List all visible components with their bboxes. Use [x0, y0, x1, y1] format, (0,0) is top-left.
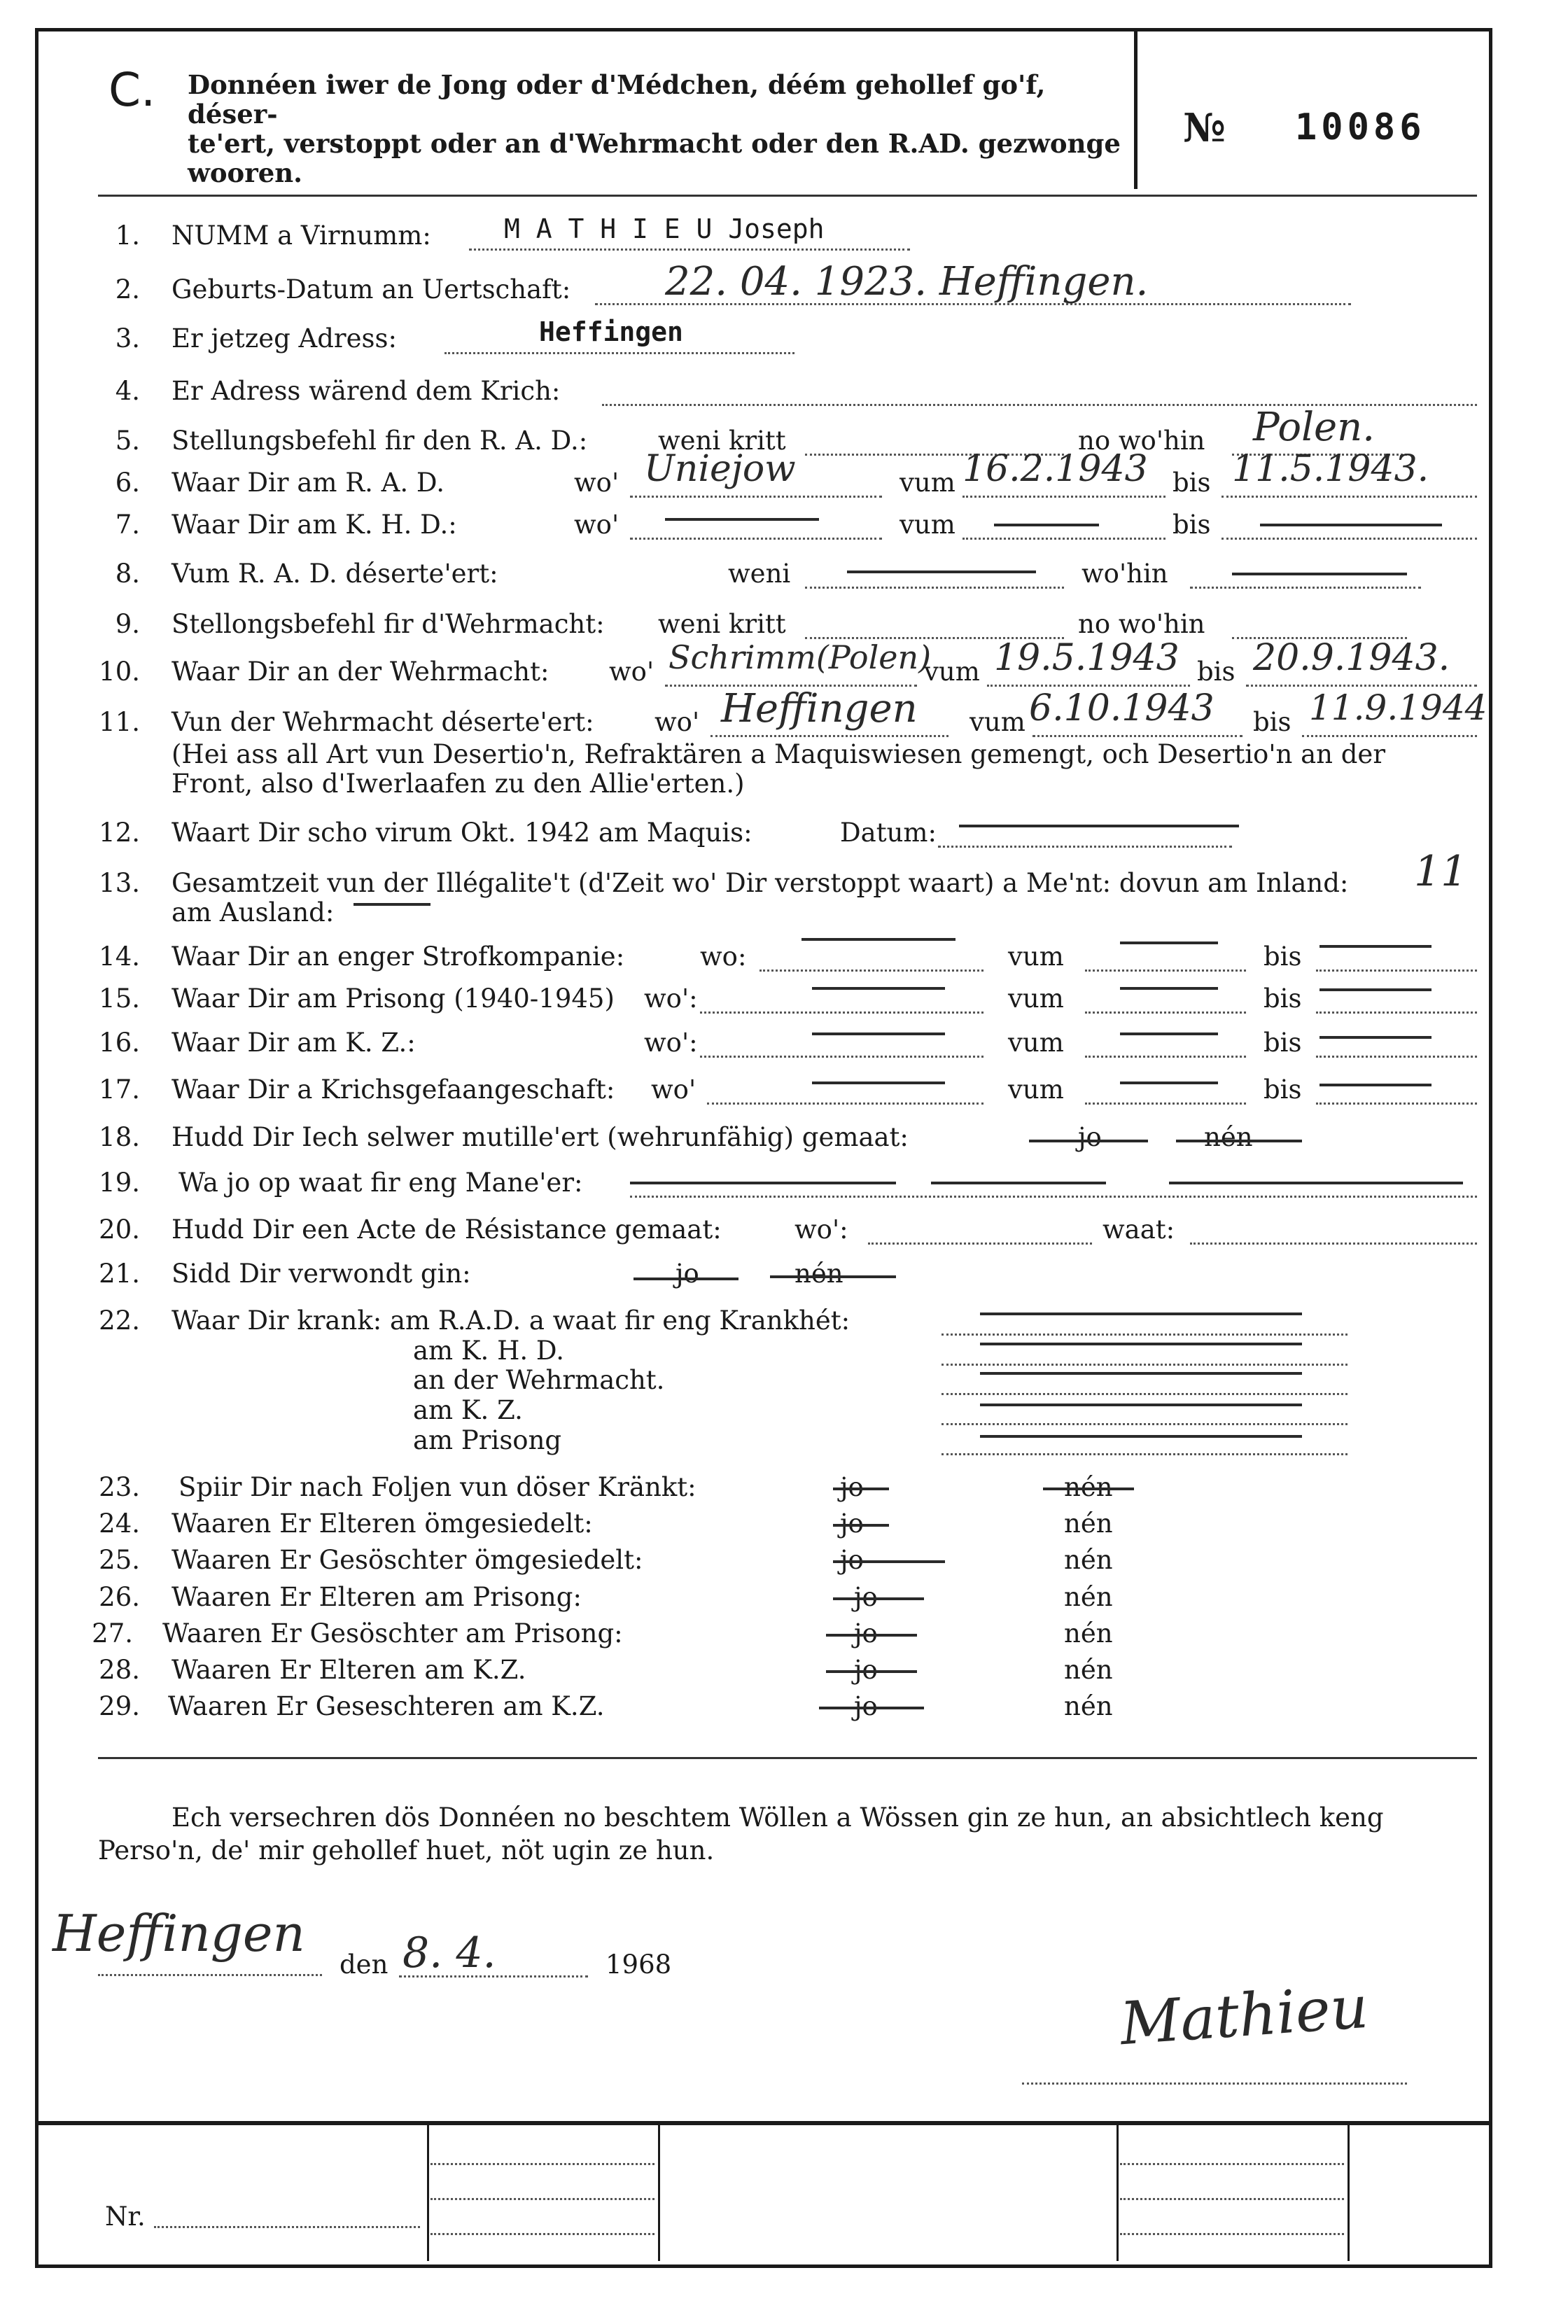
pow-to-strike [1320, 1084, 1432, 1086]
siblings-kz-yes: jo [854, 1691, 878, 1721]
wehrmacht-order-label: Stellongsbefehl fir d'Wehrmacht: [172, 609, 605, 639]
row-number: 12. [99, 818, 140, 848]
row-number: 5. [115, 426, 140, 456]
punishment-to-label: bis [1264, 941, 1302, 972]
wehrmacht-where-label: wo' [609, 657, 654, 687]
rad-order-label: Stellungsbefehl fir den R. A. D.: [172, 426, 588, 456]
signing-date-dots [399, 1975, 588, 1977]
siblings-kz-label: Waaren Er Geseschteren am K.Z. [168, 1691, 605, 1721]
footer-table [38, 2121, 1489, 2261]
siblings-kz-no: nén [1064, 1691, 1113, 1721]
wehrmacht-order-where-label: no wo'hin [1078, 609, 1205, 639]
row-number: 26. [99, 1582, 140, 1612]
rad-where-dots [630, 496, 882, 498]
illegality-label: Gesamtzeit vun der Illégalite't (d'Zeit wo' Dir verstoppt waart) a Me'nt: dovun am Inland: [172, 868, 1349, 898]
resistance-what-label: waat: [1102, 1214, 1175, 1245]
illness-wehrmacht-label: an der Wehrmacht. [413, 1365, 665, 1395]
signing-place: Heffingen [52, 1904, 305, 1963]
signing-year: 1968 [606, 1949, 672, 1980]
kz-where-strike [812, 1032, 945, 1035]
footer-dots [430, 2163, 654, 2165]
parents-kz-no: nén [1064, 1655, 1113, 1685]
mutilation-label: Hudd Dir Iech selwer mutille'ert (wehrunfähig) gemaat: [172, 1122, 909, 1152]
desertion-from-value: 6.10.1943 [1029, 687, 1214, 729]
row-number: 8. [115, 559, 140, 589]
illness-strike [980, 1312, 1302, 1315]
desertion-where-label: wo' [654, 707, 700, 737]
name-dots [469, 248, 910, 251]
wounded-yes-strike [634, 1278, 738, 1280]
illness-wehrmacht-dots [941, 1393, 1348, 1395]
rad-desert-label: Vum R. A. D. déserte'ert: [172, 559, 498, 589]
illegality-abroad-label: am Ausland: [172, 897, 335, 927]
parents-prison-no: nén [1064, 1582, 1113, 1612]
punishment-where-dots [760, 969, 983, 972]
section-rule [98, 1757, 1477, 1759]
mutilation-how-dots [630, 1196, 1477, 1198]
wounded-no-strike [770, 1275, 896, 1278]
maquis-date-dots [938, 846, 1232, 848]
pow-label: Waar Dir a Krichsgefaangeschaft: [172, 1074, 615, 1105]
footer-top-rule [38, 2121, 1489, 2125]
row-number: 7. [115, 510, 140, 540]
kz-label: Waar Dir am K. Z.: [172, 1028, 416, 1058]
illness-khd-label: am K. H. D. [413, 1336, 564, 1366]
footer-dots [1120, 2233, 1344, 2235]
illegality-inland-value: 11 [1414, 847, 1468, 896]
prison-to-strike [1320, 988, 1432, 991]
header-divider [1134, 28, 1138, 189]
mutilation-yes: jo [1078, 1122, 1102, 1152]
wehrmacht-order-when-label: weni kritt [658, 609, 786, 639]
rad-order-where-label: no wo'hin [1078, 426, 1205, 456]
wehrmacht-from-value: 19.5.1943 [994, 637, 1180, 679]
desertion-from-label: vum [969, 707, 1026, 737]
footer-col-divider [658, 2121, 660, 2261]
parents-prison-yes-strike [833, 1597, 924, 1600]
row-number: 14. [99, 941, 140, 972]
footer-nr-label: Nr. [105, 2202, 146, 2232]
resistance-where-dots [868, 1242, 1092, 1245]
desertion-note: (Hei ass all Art vun Desertio'n, Refraktären a Maquiswiesen gemengt, och Desertio'n an der [172, 739, 1386, 769]
khd-where-dots [630, 538, 882, 540]
prison-to-dots [1316, 1011, 1477, 1014]
row-number: 13. [99, 868, 140, 898]
row-number: 18. [99, 1122, 140, 1152]
parents-kz-label: Waaren Er Elteren am K.Z. [172, 1655, 526, 1685]
illness-prison-dots [941, 1453, 1348, 1455]
parents-resettled-yes: jo [840, 1508, 864, 1539]
signature-dots [1022, 2082, 1407, 2085]
desertion-to-label: bis [1253, 707, 1292, 737]
date-den-label: den [340, 1949, 388, 1980]
prison-from-strike [1120, 987, 1218, 990]
row-number: 22. [99, 1306, 140, 1336]
declaration-line: Perso'n, de' mir gehollef huet, nöt ugin ze hun. [98, 1835, 715, 1865]
footer-col-divider [1116, 2121, 1119, 2261]
desertion-where-value: Heffingen [721, 686, 918, 732]
khd-from-strike [994, 524, 1099, 526]
mutilation-how-label: Wa jo op waat fir eng Mane'er: [178, 1168, 583, 1198]
rad-desert-when-strike [847, 570, 1036, 573]
footer-dots [430, 2198, 654, 2200]
illness-kz-label: am K. Z. [413, 1395, 523, 1425]
name-label: NUMM a Virnumm: [172, 220, 431, 251]
aftereffects-no-strike [1043, 1488, 1134, 1490]
prison-where-strike [812, 987, 945, 990]
siblings-prison-no: nén [1064, 1618, 1113, 1648]
row-number: 6. [115, 468, 140, 498]
wounded-label: Sidd Dir verwondt gin: [172, 1259, 471, 1289]
prison-to-label: bis [1264, 983, 1302, 1014]
resistance-label: Hudd Dir een Acte de Résistance gemaat: [172, 1214, 722, 1245]
row-number: 10. [99, 657, 140, 687]
illness-prison-strike [980, 1435, 1302, 1438]
maquis-date-strike [959, 825, 1239, 827]
rad-from-label: vum [899, 468, 955, 498]
kz-where-dots [700, 1056, 983, 1058]
siblings-prison-label: Waaren Er Gesöschter am Prisong: [162, 1618, 623, 1648]
header-title [188, 70, 1126, 188]
footer-col-divider [1348, 2121, 1350, 2261]
row-number: 25. [99, 1545, 140, 1575]
row-number: 2. [115, 274, 140, 304]
parents-resettled-label: Waaren Er Elteren ömgesiedelt: [172, 1508, 593, 1539]
pow-from-label: vum [1008, 1074, 1064, 1105]
illness-khd-strike [980, 1343, 1302, 1345]
aftereffects-yes: jo [840, 1472, 864, 1502]
row-number: 1. [115, 220, 140, 251]
punishment-from-dots [1085, 969, 1246, 972]
rad-desert-where-strike [1232, 573, 1407, 575]
illness-prison-label: am Prisong [413, 1425, 562, 1455]
khd-label: Waar Dir am K. H. D.: [172, 510, 457, 540]
illness-kz-dots [941, 1423, 1348, 1425]
parents-kz-yes: jo [854, 1655, 878, 1685]
desertion-to-dots [1302, 735, 1477, 737]
address-dots [444, 352, 794, 354]
wehrmacht-to-label: bis [1197, 657, 1236, 687]
pow-where-label: wo' [651, 1074, 696, 1105]
siblings-kz-yes-strike [819, 1707, 924, 1709]
prison-where-label: wo': [644, 983, 698, 1014]
header-rule [98, 195, 1477, 197]
rad-desert-when-label: weni [728, 559, 791, 589]
rad-desert-where-label: wo'hin [1082, 559, 1168, 589]
siblings-resettled-yes: jo [840, 1545, 864, 1575]
header-title-line: te'ert, verstoppt oder an d'Wehrmacht oder den R.AD. gezwonge [188, 128, 1121, 159]
prison-from-dots [1085, 1011, 1246, 1014]
kz-from-label: vum [1008, 1028, 1064, 1058]
illness-dots [941, 1334, 1348, 1336]
wehrmacht-from-dots [987, 685, 1190, 687]
desertion-label: Vun der Wehrmacht déserte'ert: [172, 707, 594, 737]
illegality-abroad-strike [354, 903, 430, 906]
resistance-where-label: wo': [794, 1214, 848, 1245]
footer-nr-dots [154, 2226, 420, 2228]
maquis-date-label: Datum: [840, 818, 937, 848]
rad-where-label: wo' [574, 468, 620, 498]
footer-dots [1120, 2198, 1344, 2200]
punishment-where-strike [802, 938, 955, 941]
pow-to-label: bis [1264, 1074, 1302, 1105]
pow-where-strike [812, 1082, 945, 1084]
war-address-label: Er Adress wärend dem Krich: [172, 376, 561, 406]
prison-where-dots [700, 1011, 983, 1014]
punishment-from-label: vum [1008, 941, 1064, 972]
khd-to-dots [1222, 538, 1477, 540]
wehrmacht-from-label: vum [924, 657, 980, 687]
row-number: 19. [99, 1168, 140, 1198]
pow-to-dots [1316, 1102, 1477, 1105]
illness-kz-strike [980, 1404, 1302, 1406]
declaration-line: Ech versechren dös Donnéen no beschtem Wöllen a Wössen gin ze hun, an absichtlech keng [172, 1802, 1384, 1833]
wehrmacht-to-dots [1246, 685, 1477, 687]
khd-to-strike [1260, 524, 1442, 526]
rad-desert-where-dots [1190, 587, 1421, 589]
punishment-to-strike [1320, 945, 1432, 948]
aftereffects-no: nén [1064, 1472, 1113, 1502]
khd-from-label: vum [899, 510, 955, 540]
signing-date: 8. 4. [402, 1928, 496, 1977]
illness-khd-dots [941, 1364, 1348, 1366]
row-number: 29. [99, 1691, 140, 1721]
pow-from-dots [1085, 1102, 1246, 1105]
parents-prison-yes: jo [854, 1582, 878, 1612]
desertion-to-value: 11.9.1944 [1309, 687, 1488, 728]
rad-from-value: 16.2.1943 [962, 448, 1148, 490]
resistance-what-dots [1190, 1242, 1477, 1245]
signing-place-dots [98, 1974, 322, 1976]
kz-to-dots [1316, 1056, 1477, 1058]
kz-to-strike [1320, 1036, 1432, 1039]
desertion-where-dots [710, 735, 948, 737]
punishment-from-strike [1120, 941, 1218, 944]
prison-from-label: vum [1008, 983, 1064, 1014]
rad-to-label: bis [1172, 468, 1211, 498]
siblings-resettled-no: nén [1064, 1545, 1113, 1575]
kz-where-label: wo': [644, 1028, 698, 1058]
mutilation-yes-strike [1029, 1140, 1148, 1142]
row-number: 16. [99, 1028, 140, 1058]
rad-desert-when-dots [805, 587, 1064, 589]
punishment-where-label: wo: [700, 941, 747, 972]
punishment-label: Waar Dir an enger Strofkompanie: [172, 941, 625, 972]
row-number: 28. [99, 1655, 140, 1685]
row-number: 15. [99, 983, 140, 1014]
mutilation-no-strike [1176, 1140, 1302, 1142]
kz-from-dots [1085, 1056, 1246, 1058]
wehrmacht-to-value: 20.9.1943. [1253, 637, 1450, 679]
row-number: 17. [99, 1074, 140, 1105]
illness-label: Waar Dir krank: am R.A.D. a waat fir eng Krankhét: [172, 1306, 850, 1336]
mutilation-how-strike [931, 1182, 1106, 1184]
row-number: 4. [115, 376, 140, 406]
rad-order-when-label: weni kritt [658, 426, 786, 456]
parents-kz-yes-strike [826, 1670, 917, 1673]
aftereffects-label: Spiir Dir nach Foljen vun döser Kränkt: [178, 1472, 696, 1502]
header-title-line: wooren. [188, 158, 303, 188]
rad-from-dots [962, 496, 1166, 498]
name-value: M A T H I E U Joseph [504, 214, 825, 244]
footer-col-divider [427, 2121, 429, 2261]
parents-resettled-yes-strike [833, 1524, 889, 1527]
khd-from-dots [962, 538, 1166, 540]
address-value: Heffingen [539, 316, 683, 347]
kz-to-label: bis [1264, 1028, 1302, 1058]
row-number: 27. [92, 1618, 133, 1648]
row-number: 9. [115, 609, 140, 639]
address-label: Er jetzeg Adress: [172, 323, 397, 354]
punishment-to-dots [1316, 969, 1477, 972]
row-number: 23. [99, 1472, 140, 1502]
mutilation-no: nén [1204, 1122, 1253, 1152]
rad-to-dots [1222, 496, 1477, 498]
row-number: 3. [115, 323, 140, 354]
wehrmacht-where-value: Schrimm(Polen) [668, 638, 932, 676]
wounded-no: nén [794, 1259, 844, 1289]
row-number: 24. [99, 1508, 140, 1539]
kz-from-strike [1120, 1032, 1218, 1035]
rad-service-label: Waar Dir am R. A. D. [172, 468, 444, 498]
parents-prison-label: Waaren Er Elteren am Prisong: [172, 1582, 582, 1612]
khd-where-label: wo' [574, 510, 620, 540]
aftereffects-yes-strike [833, 1488, 889, 1490]
number-symbol: № [1183, 105, 1226, 151]
row-number: 11. [99, 707, 140, 737]
form-number: 10086 [1295, 106, 1426, 148]
signature: Mathieu [1118, 1972, 1371, 2059]
desertion-from-dots [1032, 735, 1242, 737]
desertion-note: Front, also d'Iwerlaafen zu den Allie'erten.) [172, 769, 745, 799]
birth-value: 22. 04. 1923. Heffingen. [665, 259, 1149, 304]
khd-where-strike [665, 518, 819, 521]
footer-dots [430, 2233, 654, 2235]
maquis-label: Waart Dir scho virum Okt. 1942 am Maquis: [172, 818, 752, 848]
prison-label: Waar Dir am Prisong (1940-1945) [172, 983, 615, 1014]
footer-dots [1120, 2163, 1344, 2165]
rad-to-value: 11.5.1943. [1232, 448, 1429, 490]
rad-order-where-value: Polen. [1253, 405, 1376, 450]
siblings-resettled-label: Waaren Er Gesöschter ömgesiedelt: [172, 1545, 643, 1575]
rad-where-value: Uniejow [644, 448, 796, 490]
siblings-prison-yes-strike [826, 1634, 917, 1637]
parents-resettled-no: nén [1064, 1508, 1113, 1539]
birth-label: Geburts-Datum an Uertschaft: [172, 274, 571, 304]
siblings-resettled-yes-strike [833, 1560, 945, 1563]
row-number: 21. [99, 1259, 140, 1289]
header-title-line: Donnéen iwer de Jong oder d'Médchen, déém gehollef go'f, déser- [188, 69, 1046, 130]
mutilation-how-strike [1169, 1182, 1463, 1184]
khd-to-label: bis [1172, 510, 1211, 540]
siblings-prison-yes: jo [854, 1618, 878, 1648]
pow-where-dots [707, 1102, 983, 1105]
wehrmacht-service-label: Waar Dir an der Wehrmacht: [172, 657, 550, 687]
wounded-yes: jo [676, 1259, 699, 1289]
pow-from-strike [1120, 1082, 1218, 1084]
illness-wehrmacht-strike [980, 1372, 1302, 1375]
row-number: 20. [99, 1214, 140, 1245]
mutilation-how-strike [630, 1182, 896, 1184]
section-letter: C. [108, 63, 156, 117]
